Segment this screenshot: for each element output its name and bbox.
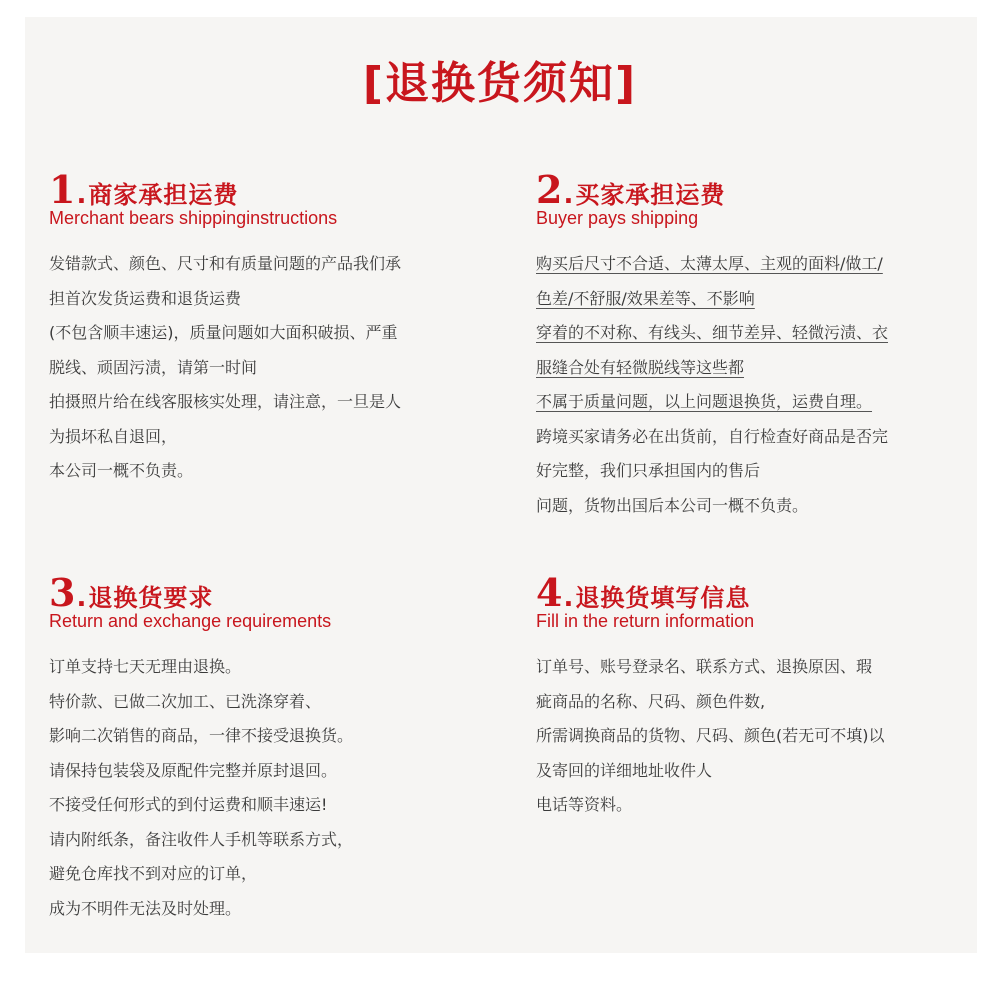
section-buyer-pays — [536, 167, 966, 523]
section-body — [536, 247, 966, 523]
body-line-underlined: 色差/不舒服/效果差等、不影响 — [536, 288, 755, 308]
body-line: 订单支持七天无理由退换。 — [49, 657, 242, 676]
section-title-en: Fill in the return information — [536, 611, 755, 631]
body-line: 避免仓库找不到对应的订单， — [49, 864, 258, 883]
section-body — [49, 650, 479, 926]
section-heading — [49, 570, 479, 615]
body-line: 本公司一概不负责。 — [49, 461, 194, 480]
section-title-cn: 买家承担运费 — [575, 181, 726, 209]
section-number-dot: . — [563, 583, 574, 613]
section-title-cn: 商家承担运费 — [88, 181, 239, 209]
body-line: 订单号、账号登录名、联系方式、退换原因、瑕 — [536, 657, 873, 676]
section-heading — [536, 570, 966, 615]
section-title-cn: 退换货要求 — [88, 584, 214, 612]
section-number: 2 — [536, 167, 563, 212]
section-return-info — [536, 570, 966, 823]
body-line: 成为不明件无法及时处理。 — [49, 898, 242, 918]
body-line-underlined: 服缝合处有轻微脱线等这些都 — [536, 357, 745, 377]
section-number-dot: . — [563, 180, 574, 210]
body-line: 疵商品的名称、尺码、颜色件数, — [536, 691, 766, 711]
body-line: 担首次发货运费和退货运费 — [49, 288, 242, 308]
page-title: [退换货须知] — [362, 58, 638, 109]
body-line: 影响二次销售的商品，一律不接受退换货。 — [49, 726, 354, 745]
section-title-cn: 退换货填写信息 — [575, 584, 751, 612]
section-heading — [49, 167, 479, 212]
body-line: 所需调换商品的货物、尺码、颜色(若无可不填)以 — [536, 726, 885, 745]
section-merchant-pays — [49, 167, 479, 489]
body-line-underlined: 穿着的不对称、有线头、细节差异、轻微污渍、衣 — [536, 323, 889, 342]
body-line: 请内附纸条，备注收件人手机等联系方式， — [49, 829, 354, 849]
section-number-dot: . — [76, 583, 87, 613]
body-line: 脱线、顽固污渍，请第一时间 — [49, 357, 258, 377]
section-body — [49, 247, 479, 489]
body-line: 请保持包装袋及原配件完整并原封退回。 — [49, 760, 338, 780]
body-line: 发错款式、颜色、尺寸和有质量问题的产品我们承 — [49, 254, 402, 273]
body-line: (不包含顺丰速运)，质量问题如大面积破损、严重 — [49, 323, 398, 342]
section-number: 1 — [49, 167, 76, 212]
body-line: 跨境买家请务必在出货前，自行检查好商品是否完 — [536, 426, 889, 446]
section-title-en: Return and exchange requirements — [49, 611, 332, 631]
section-number: 4 — [536, 570, 563, 615]
body-line: 好完整，我们只承担国内的售后 — [536, 461, 761, 480]
body-line: 为损坏私自退回， — [49, 426, 178, 446]
section-number: 3 — [49, 570, 76, 615]
body-line: 不接受任何形式的到付运费和顺丰速运! — [49, 795, 328, 814]
body-line: 问题，货物出国后本公司一概不负责。 — [536, 495, 809, 515]
section-number-dot: . — [76, 180, 87, 210]
section-title-en: Merchant bears shippinginstructions — [49, 208, 338, 228]
body-line: 电话等资料。 — [536, 795, 633, 814]
body-line: 特价款、已做二次加工、已洗涤穿着、 — [49, 691, 322, 711]
body-line-underlined: 不属于质量问题，以上问题退换货，运费自理。 — [536, 392, 873, 411]
body-line: 及寄回的详细地址收件人 — [536, 760, 713, 780]
body-line-underlined: 购买后尺寸不合适、太薄太厚、主观的面料/做工/ — [536, 254, 883, 273]
body-line: 拍摄照片给在线客服核实处理，请注意，一旦是人 — [49, 392, 402, 411]
section-body — [536, 650, 966, 823]
section-return-requirements — [49, 570, 479, 926]
section-title-en: Buyer pays shipping — [536, 208, 699, 228]
section-heading — [536, 167, 966, 212]
